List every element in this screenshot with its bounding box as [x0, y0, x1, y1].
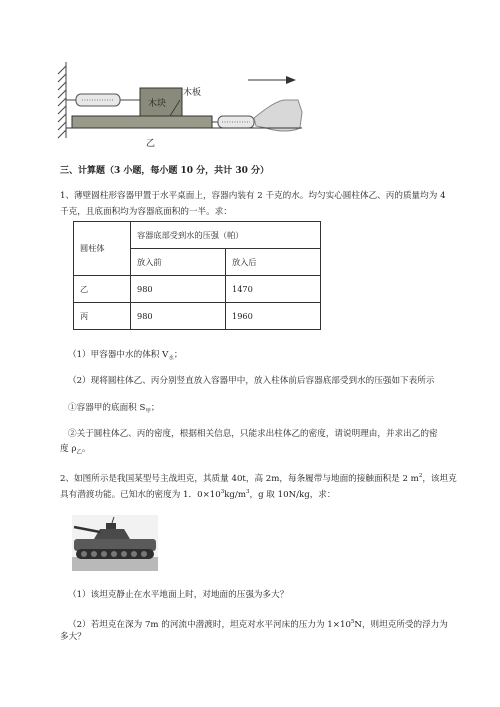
cylinder-name: 丙 — [74, 303, 131, 330]
pressure-before: 980 — [131, 303, 226, 330]
pressure-after: 1470 — [225, 276, 320, 303]
wooden-board — [72, 116, 212, 128]
block-label: 木块 — [148, 99, 167, 109]
q1-sub1: （1）甲容器中水的体积 $V_水$； — [68, 350, 183, 362]
q1-sub2: （2）现将圆柱体乙、丙分别竖直放入容器甲中，放入柱体前后容器底部受到水的压强如下表所示 — [68, 376, 435, 386]
pressure-after: 1960 — [225, 303, 320, 330]
row-header: 圆柱体 — [74, 222, 131, 276]
hand-shape — [254, 100, 302, 131]
right-arrow-icon — [248, 76, 296, 84]
section-heading: 三、计算题（3 小题，每小题 10 分，共计 30 分） — [60, 166, 269, 176]
q1-line2: 千克，且底面积均为容器底面积的一半。求： — [60, 207, 232, 217]
col-before-header: 放入前 — [131, 249, 226, 276]
friction-experiment-figure — [52, 60, 304, 156]
q2-sub1: （1）该坦克静止在水平地面上时，对地面的压强为多大？ — [68, 590, 289, 600]
cylinder-name: 乙 — [74, 276, 131, 303]
wall — [58, 62, 66, 138]
figure-caption: 乙 — [146, 139, 156, 149]
q1-part2-line2: 度 $\rho_乙$。 — [60, 444, 91, 456]
col-after-header: 放入后 — [225, 249, 320, 276]
group-header: 容器底部受到水的压强（帕） — [131, 222, 321, 249]
q2-sub2-line2: 多大？ — [60, 632, 86, 642]
q1-part2-line1: ②关于圆柱体乙、丙的密度，根据相关信息，只能求出柱体乙的密度，请说明理由，并求出乙的密 — [68, 429, 438, 439]
q1-part1: ①容器甲的底面积 $S_甲$； — [68, 403, 160, 415]
q2-line2: 具有潜渡功能。已知水的密度为 1．$0\times 10^3kg/m^3$，g 取 10N/kg，求： — [60, 489, 336, 500]
q1-line1: 1、薄壁圆柱形容器甲置于水平桌面上，容器内装有 2 千克的水。均匀实心圆柱体乙、丙的质量均为 4 — [60, 191, 446, 201]
left-spring-scale — [66, 94, 140, 106]
tank-image — [72, 515, 158, 571]
q2-sub2-line1: （2）若坦克在深为 7m 的河流中潜渡时，坦克对水平河床的压力为 $1\times 10^5N$，则坦克所受的浮力为 — [68, 619, 448, 630]
table-row — [74, 276, 321, 303]
pressure-table — [73, 221, 321, 330]
right-spring-scale — [212, 116, 254, 128]
pressure-before: 980 — [131, 276, 226, 303]
q2-line1: 2、如图所示是我国某型号主战坦克，其质量 40t，高 2m，每条履带与地面的接触面积是 2 $m^2$，该坦克 — [60, 473, 457, 484]
board-label: 木板 — [183, 88, 202, 98]
table-row — [74, 303, 321, 330]
